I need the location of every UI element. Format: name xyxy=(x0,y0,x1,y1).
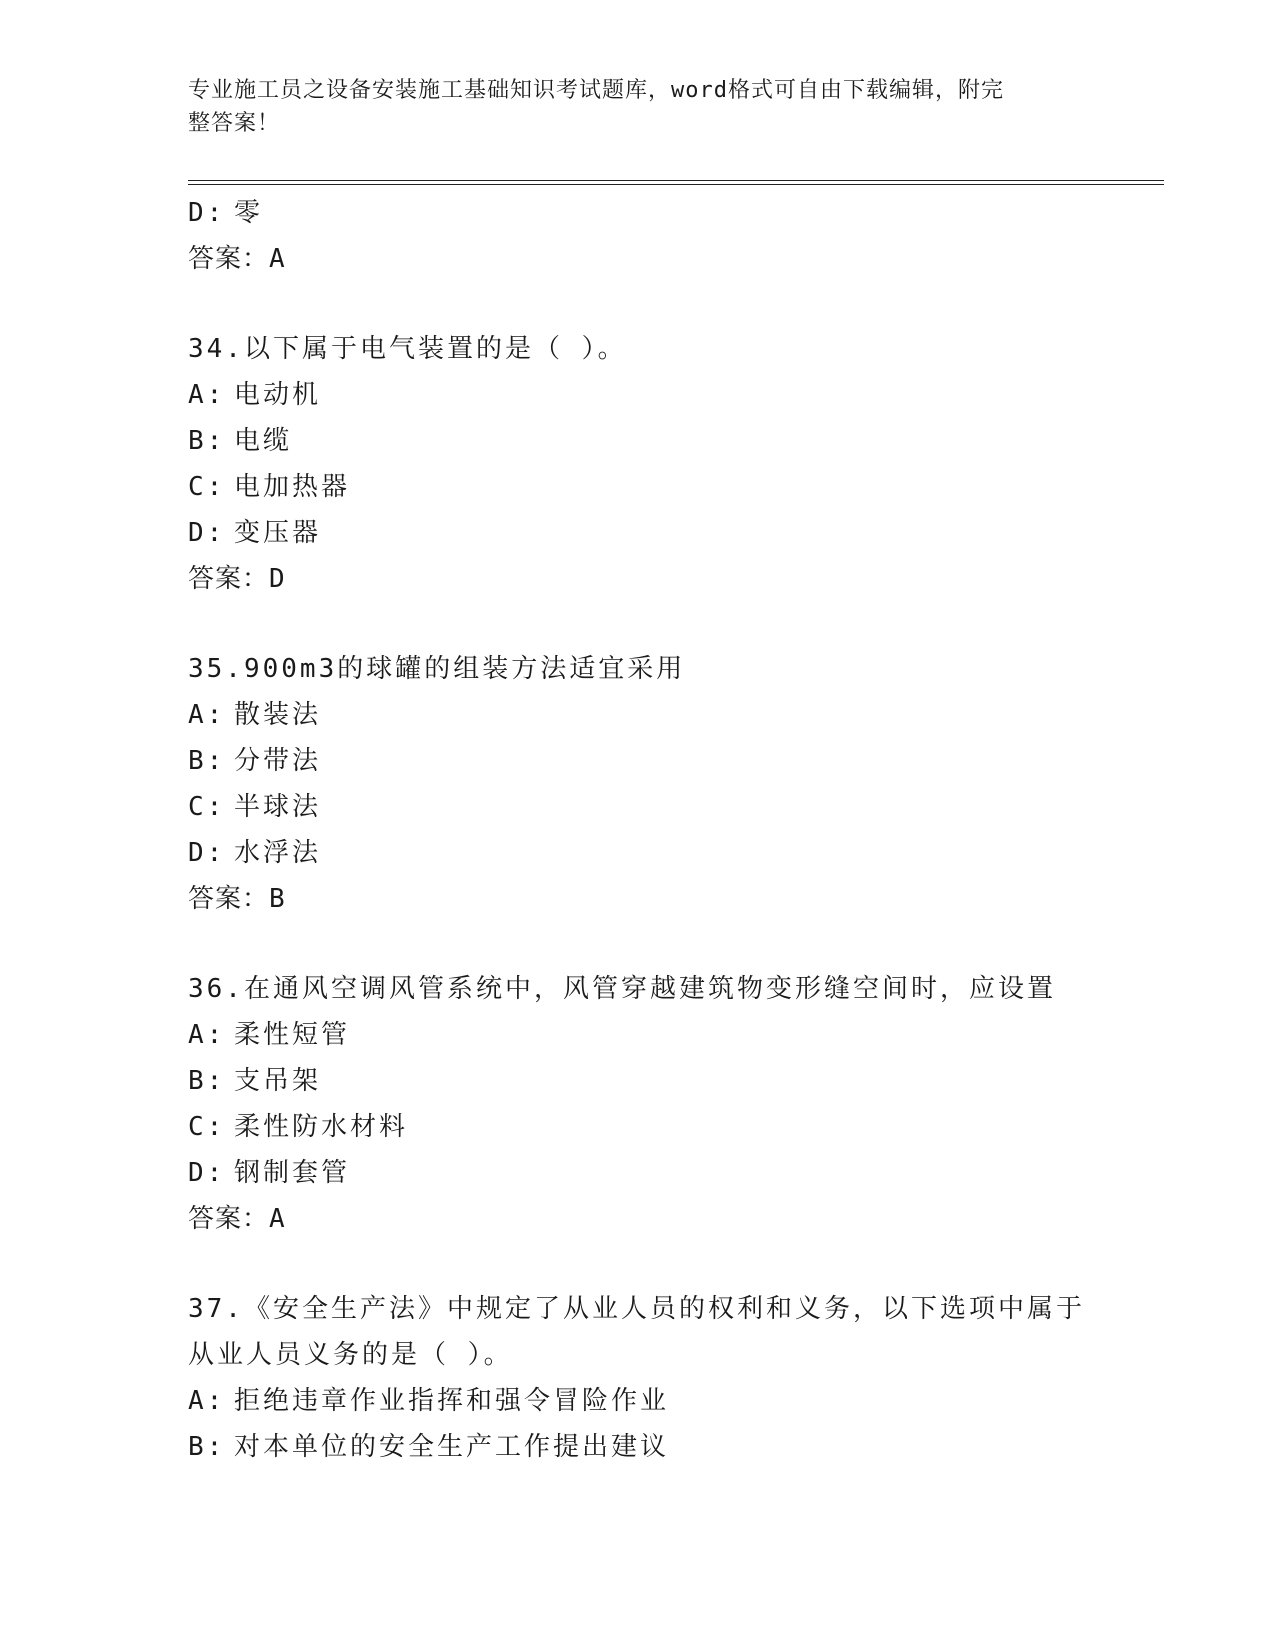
question-title-34: 34.以下属于电气装置的是（ ）。 xyxy=(188,334,627,364)
q34-option-c xyxy=(188,464,1164,510)
option-label: A: xyxy=(188,1386,226,1416)
option-text: 水浮法 xyxy=(234,838,322,868)
answer-label: 答案： xyxy=(188,884,270,914)
option-label: B: xyxy=(188,426,226,456)
option-text: 变压器 xyxy=(234,518,322,548)
option-text: 电缆 xyxy=(234,426,293,456)
option-text: 分带法 xyxy=(234,746,322,776)
option-label: C: xyxy=(188,792,226,822)
header-line-1: 专业施工员之设备安装施工基础知识考试题库，word格式可自由下载编辑，附完 xyxy=(188,78,1004,103)
option-label: B: xyxy=(188,1432,226,1462)
question-list xyxy=(188,190,1164,1470)
q35-option-c xyxy=(188,784,1164,830)
option-label: D: xyxy=(188,198,226,228)
option-label: C: xyxy=(188,1112,226,1142)
spacer xyxy=(188,1242,1164,1286)
q36-option-a xyxy=(188,1012,1164,1058)
option-label: C: xyxy=(188,472,226,502)
question-title-37-line-1: 37.《安全生产法》中规定了从业人员的权利和义务，以下选项中属于 xyxy=(188,1294,1085,1324)
option-text: 柔性防水材料 xyxy=(234,1112,409,1142)
answer-value: B xyxy=(269,884,286,914)
q34-option-d xyxy=(188,510,1164,556)
q37-option-a xyxy=(188,1378,1164,1424)
option-text: 对本单位的安全生产工作提出建议 xyxy=(234,1432,670,1462)
header-line-2: 整答案！ xyxy=(188,111,281,136)
option-text: 电加热器 xyxy=(234,472,351,502)
header-divider xyxy=(188,180,1164,185)
option-label: A: xyxy=(188,700,226,730)
document-header xyxy=(188,74,1068,140)
q34-option-b xyxy=(188,418,1164,464)
option-text: 零 xyxy=(234,198,264,228)
option-label: D: xyxy=(188,838,226,868)
option-text: 支吊架 xyxy=(234,1066,322,1096)
q35-option-d xyxy=(188,830,1164,876)
q33-option-d xyxy=(188,190,1164,236)
q36-option-d xyxy=(188,1150,1164,1196)
q36-answer xyxy=(188,1196,1164,1242)
answer-label: 答案： xyxy=(188,564,270,594)
q36-option-b xyxy=(188,1058,1164,1104)
option-label: A: xyxy=(188,380,226,410)
q35-answer xyxy=(188,876,1164,922)
q34-option-a xyxy=(188,372,1164,418)
option-text: 半球法 xyxy=(234,792,322,822)
answer-value: A xyxy=(269,244,286,274)
answer-value: A xyxy=(269,1204,286,1234)
q33-answer xyxy=(188,236,1164,282)
option-label: D: xyxy=(188,1158,226,1188)
answer-value: D xyxy=(269,564,286,594)
option-text: 柔性短管 xyxy=(234,1020,351,1050)
q37-option-b xyxy=(188,1424,1164,1470)
question-title-36: 36.在通风空调风管系统中，风管穿越建筑物变形缝空间时，应设置 xyxy=(188,974,1056,1004)
option-text: 电动机 xyxy=(234,380,322,410)
option-label: D: xyxy=(188,518,226,548)
spacer xyxy=(188,922,1164,966)
answer-label: 答案： xyxy=(188,1204,270,1234)
option-text: 拒绝违章作业指挥和强令冒险作业 xyxy=(234,1386,670,1416)
spacer xyxy=(188,602,1164,646)
question-title-35: 35.900m3的球罐的组装方法适宜采用 xyxy=(188,654,686,684)
option-text: 钢制套管 xyxy=(234,1158,351,1188)
answer-label: 答案： xyxy=(188,244,270,274)
q34-answer xyxy=(188,556,1164,602)
option-label: A: xyxy=(188,1020,226,1050)
option-label: B: xyxy=(188,1066,226,1096)
q35-option-b xyxy=(188,738,1164,784)
question-title-37-line-2: 从业人员义务的是（ ）。 xyxy=(188,1340,513,1370)
q36-option-c xyxy=(188,1104,1164,1150)
q35-option-a xyxy=(188,692,1164,738)
spacer xyxy=(188,282,1164,326)
option-label: B: xyxy=(188,746,226,776)
option-text: 散装法 xyxy=(234,700,322,730)
